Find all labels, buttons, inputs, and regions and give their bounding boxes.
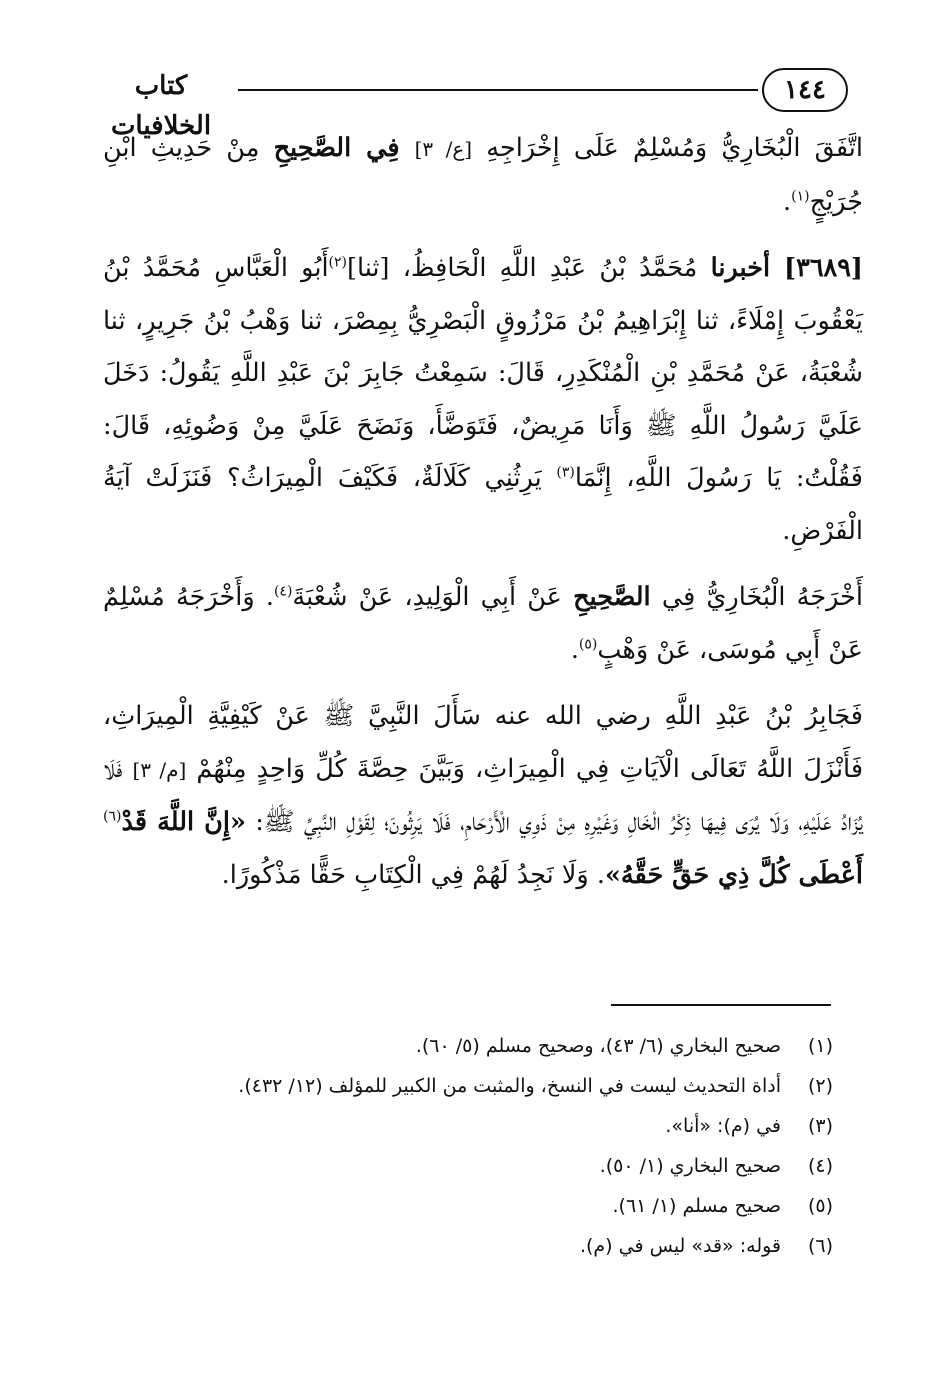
p3-text-1: أَخْرَجَهُ الْبُخَارِيُّ فِي [650,582,864,612]
p3-text-2: عَنْ أَبِي الْوَلِيدِ، عَنْ شُعْبَةَ [292,582,574,612]
book-title: كتاب الخلافيات [110,71,212,141]
p1-end: . [783,186,792,217]
p4-text-2: فَلَا يُزَادُ عَلَيْهِ، وَلَا يُرَى فِيهَا ذِكْرُ الْخَالِ وَغَيْرِهِ مِنْ ذَوِي الْأَرْحَامِ، فَلَا يَرِثُونَ؛ لِقَوْلِ النَّبِيِّ ﷺ: [103,753,863,837]
footnote-number: (٣) [807,1115,833,1137]
footnote-number: (١) [807,1035,833,1057]
footnote-text: صحيح مسلم (١/ ٦١). [612,1195,781,1217]
footnote-number: (٦) [807,1235,833,1257]
footnote-2 [113,1066,833,1106]
footnote-text: في (م): «أنا». [665,1115,781,1137]
p3-footnote-ref-1: (٤) [273,583,293,600]
main-text [103,122,863,915]
p2-text-3: يَرِثُنِي كَلَالَةٌ، فَكَيْفَ الْمِيرَاثُ؟ فَنَزَلَتْ آيَةُ الْفَرْضِ. [103,463,863,546]
p1-sahih: الصَّحِيحِ [273,133,352,163]
footnote-3 [113,1106,833,1146]
akhbarana: أخبرنا [710,253,771,283]
footnote-text: أداة التحديث ليست في النسخ، والمثبت من الكبير للمؤلف (١٢/ ٤٣٢). [238,1075,781,1097]
p2-text-1: مُحَمَّدُ بْنُ عَبْدِ اللَّهِ الْحَافِظُ، [ثنا] [347,253,711,283]
paragraph-2 [103,242,863,557]
footnote-1 [113,1026,833,1066]
footnote-number: (٢) [807,1075,833,1097]
footnote-rule [611,1004,831,1006]
footnote-6 [113,1226,833,1266]
p1-footnote-ref: (١) [791,188,810,204]
header-rule [238,89,758,91]
footnote-text: صحيح البخاري (٦/ ٤٣)، وصحيح مسلم (٥/ ٦٠). [415,1035,781,1057]
p4-quote-2: أَعْطَى كُلَّ ذِي حَقٍّ حَقَّهُ» [604,859,863,890]
page-number: ١٤٤ [762,68,848,112]
p4-quote-1: «إِنَّ اللَّهَ قَدْ [121,807,246,837]
p3-footnote-ref-2: (٥) [578,636,598,652]
p1-manuscript-ref: [ع/ ٣] [414,137,473,161]
p1-text-after: مِنْ حَدِيثِ ابْنِ جُرَيْجٍ [103,133,863,217]
p3-sahih: الصَّحِيحِ [573,582,651,612]
footnote-text: قوله: «قد» ليس في (م). [579,1235,781,1257]
p3-text-3: . وَأَخْرَجَهُ مُسْلِمٌ عَنْ أَبِي مُوسَى، عَنْ وَهْبٍ [103,582,863,665]
p4-text-1: فَجَابِرُ بْنُ عَبْدِ اللَّهِ رضي الله عنه سَأَلَ النَّبِيَّ ﷺ عَنْ كَيْفِيَّةِ الْمِيرَاثِ، فَأَنْزَلَ اللَّهُ تَعَالَى الْآيَاتِ فِي الْمِيرَاثِ، وَبَيَّنَ حِصَّةَ كُلِّ وَاحِدٍ مِنْهُمْ [103,701,864,784]
p2-footnote-ref-2: (٣) [556,464,575,481]
footnote-number: (٤) [807,1155,833,1177]
paragraph-4 [103,690,863,901]
hadith-number: [٣٦٨٩] [770,253,863,283]
p2-text-2: أَبُو الْعَبَّاسِ مُحَمَّدُ بْنُ يَعْقُوبَ إِمْلَاءً، ثنا إِبْرَاهِيمُ بْنُ مَرْزُوقٍ الْبَصْرِيُّ بِمِصْرَ، ثنا وَهْبُ بْنُ جَرِيرٍ، ثنا شُعْبَةُ، عَنْ مُحَمَّدِ بْنِ الْمُنْكَدِرِ، قَالَ: سَمِعْتُ جَابِرَ بْنَ عَبْدِ اللَّهِ يَقُولُ: دَخَلَ عَلَيَّ رَسُولُ اللَّهِ ﷺ وَأَنَا مَرِيضٌ، فَتَوَضَّأَ، وَنَضَحَ عَلَيَّ مِنْ وَضُوئِهِ، قَالَ: فَقُلْتُ: يَا رَسُولَ اللَّهِ، إِنَّمَا [103,253,863,493]
footnotes [113,1026,833,1266]
p1-text-bold-prefix: فِي [351,133,415,163]
footnote-text: صحيح البخاري (١/ ٥٠). [599,1155,781,1177]
p3-end: . [570,634,579,665]
p4-manuscript-ref: [م/ ٣] [132,757,187,782]
page-header [88,62,848,141]
p1-text-before: اتَّفَقَ الْبُخَارِيُّ وَمُسْلِمٌ عَلَى إِخْرَاجِهِ [472,133,863,163]
paragraph-1 [103,122,863,228]
footnote-5 [113,1186,833,1226]
footnote-4 [113,1146,833,1186]
p2-footnote-ref-1: (٢) [328,254,348,271]
paragraph-3 [103,571,863,676]
p4-text-3: . وَلَا نَجِدُ لَهُمْ فِي الْكِتَابِ حَقًّا مَذْكُورًا. [221,859,605,890]
p4-footnote-ref: (٦) [103,808,122,825]
footnote-number: (٥) [807,1195,833,1217]
